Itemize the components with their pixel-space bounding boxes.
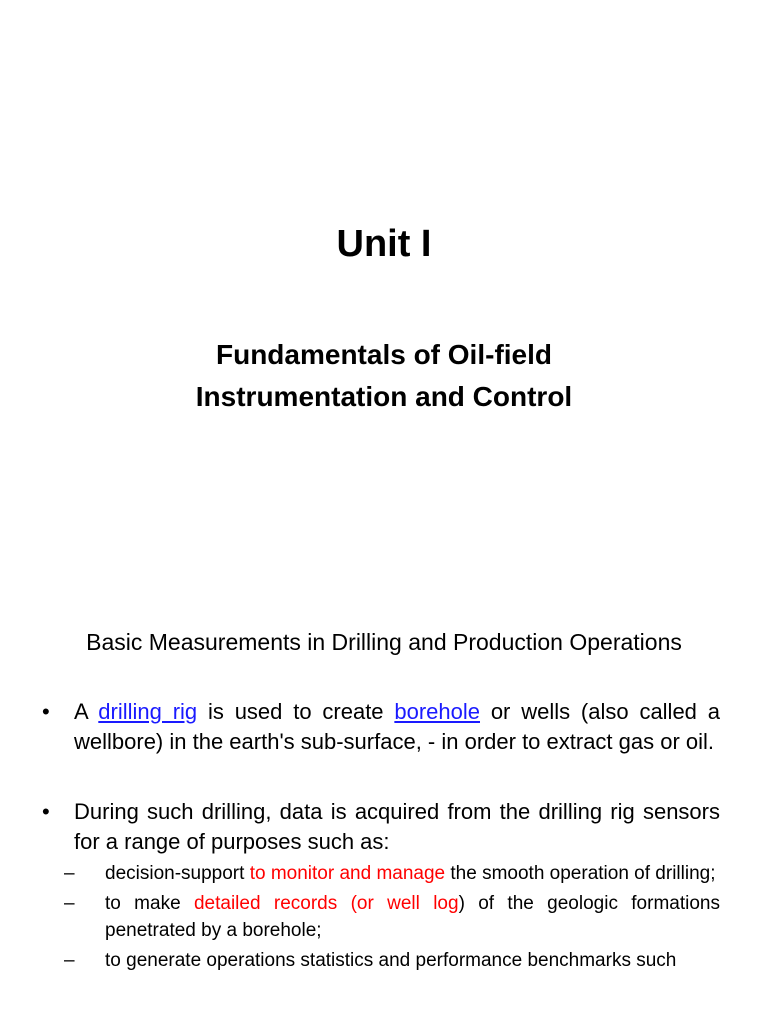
subitem-text: ) of the geologic formations penetrated by a borehole;	[105, 893, 720, 941]
bullet-data-acquisition	[40, 797, 720, 857]
bullet-drilling-rig	[40, 697, 720, 757]
drilling-rig-link[interactable]: drilling rig	[98, 699, 198, 724]
dash-marker: –	[64, 950, 75, 971]
bullet-text: A	[74, 699, 99, 724]
subtitle-line-1: Fundamentals of Oil-field	[215, 339, 552, 370]
bullet-list	[40, 697, 720, 974]
bullet-text: During such drilling, data is acquired from the drilling rig sensors for a range of purposes such as:	[74, 799, 720, 854]
bullet-text: or wells (also called a wellbore) in the earth's sub-surface, - in order to extract gas or oil.	[74, 699, 720, 754]
bullet-marker: •	[42, 699, 50, 724]
dash-marker: –	[64, 893, 75, 914]
subitem-text: to generate operations statistics and performance benchmarks such	[105, 950, 677, 971]
slide-subtitle	[100, 334, 668, 418]
subitem-text: the smooth operation of drilling;	[445, 863, 716, 884]
subitem-well-log	[40, 890, 720, 944]
section-heading: Basic Measurements in Drilling and Production Operations	[86, 629, 682, 655]
subitem-decision-support	[40, 860, 720, 887]
subtitle-line-2: Instrumentation and Control	[195, 381, 573, 412]
subitem-statistics	[40, 947, 720, 974]
subitem-text: to make	[105, 893, 194, 914]
bullet-marker: •	[42, 799, 50, 824]
borehole-link[interactable]: borehole	[394, 699, 480, 724]
highlight-text: detailed records (or well log	[193, 893, 459, 914]
bullet-text: is used to create	[197, 699, 395, 724]
slide-title: Unit I	[336, 223, 432, 265]
subitem-text: decision-support	[105, 863, 250, 884]
highlight-text: to monitor and manage	[249, 863, 446, 884]
dash-marker: –	[64, 863, 75, 884]
